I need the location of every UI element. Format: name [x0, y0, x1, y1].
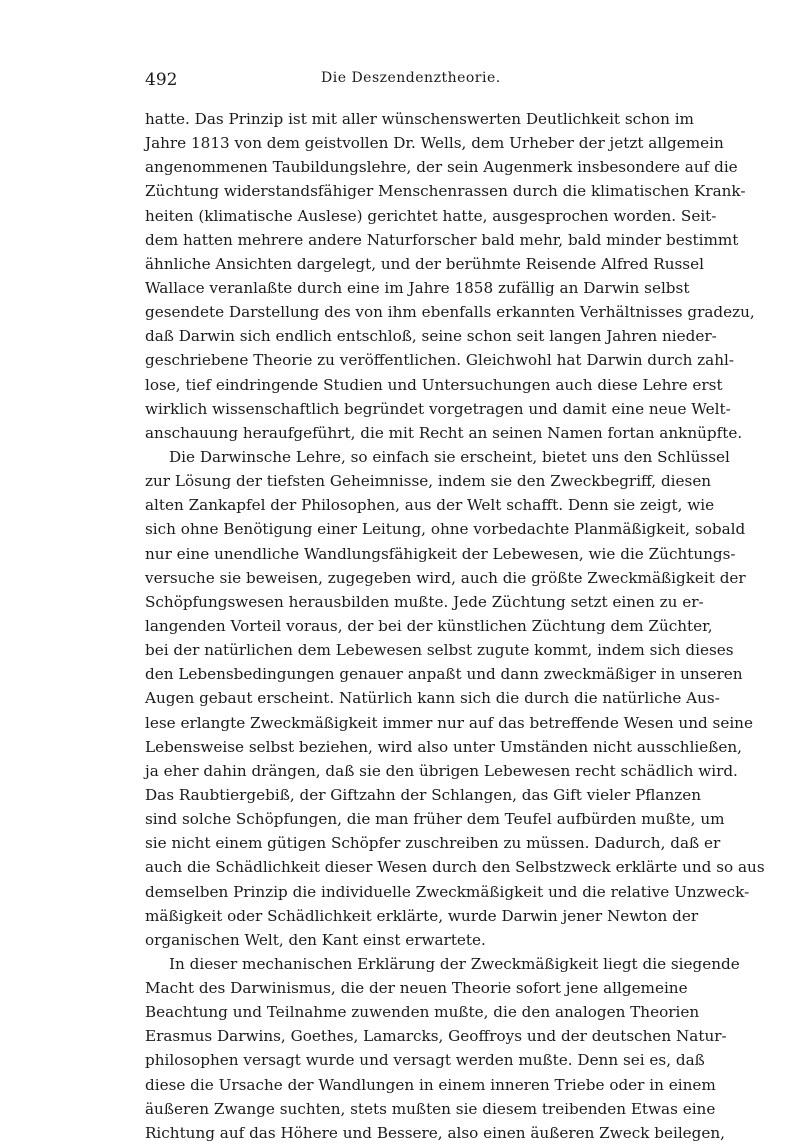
text-line: anschauung heraufgeführt, die mit Recht an seinen Namen fortan anknüpfte.: [145, 423, 743, 442]
text-line: bei der natürlichen dem Lebewesen selbst zugute kommt, indem sich dieses: [145, 641, 734, 660]
text-line: Lebensweise selbst beziehen, wird also unter Umständen nicht ausschließen,: [145, 737, 743, 756]
text-line: dem hatten mehrere andere Naturforscher bald mehr, bald minder bestimmt: [145, 230, 739, 249]
text-line: Jahre 1813 von dem geistvollen Dr. Wells, dem Urheber der jetzt allgemein: [145, 134, 724, 153]
text-line: Erasmus Darwins, Goethes, Lamarcks, Geoffroys und der deutschen Natur-: [145, 1027, 727, 1046]
running-title: Die Deszendenztheorie.: [321, 70, 501, 86]
text-line: nur eine unendliche Wandlungsfähigkeit der Lebewesen, wie die Züchtungs-: [145, 544, 736, 563]
text-line: sich ohne Benötigung einer Leitung, ohne vorbedachte Planmäßigkeit, sobald: [145, 520, 746, 539]
text-line: mäßigkeit oder Schädlichkeit erklärte, wurde Darwin jener Newton der: [145, 906, 699, 925]
body-text: [145, 107, 765, 1145]
text-line: diese die Ursache der Wandlungen in einem inneren Triebe oder in einem: [145, 1075, 716, 1094]
text-line: sie nicht einem gütigen Schöpfer zuschreiben zu müssen. Dadurch, daß er: [145, 834, 721, 853]
text-line: auch die Schädlichkeit dieser Wesen durch den Selbstzweck erklärte und so aus: [145, 858, 765, 877]
text-line: wirklich wissenschaftlich begründet vorgetragen und damit eine neue Welt-: [145, 399, 731, 418]
page-number: 492: [145, 70, 178, 90]
text-line: Die Darwinsche Lehre, so einfach sie erscheint, bietet uns den Schlüssel: [169, 447, 730, 466]
text-line: alten Zankapfel der Philosophen, aus der Welt schafft. Denn sie zeigt, wie: [145, 496, 715, 515]
text-line: Züchtung widerstandsfähiger Menschenrassen durch die klimatischen Krank-: [145, 182, 746, 201]
text-line: langenden Vorteil voraus, der bei der künstlichen Züchtung dem Züchter,: [145, 616, 713, 635]
text-line: den Lebensbedingungen genauer anpaßt und dann zweckmäßiger in unseren: [145, 665, 743, 684]
text-line: In dieser mechanischen Erklärung der Zweckmäßigkeit liegt die siegende: [169, 954, 740, 973]
text-line: Augen gebaut erscheint. Natürlich kann sich die durch die natürliche Aus-: [145, 689, 720, 708]
text-line: heiten (klimatische Auslese) gerichtet hatte, ausgesprochen worden. Seit-: [145, 206, 717, 225]
text-line: philosophen versagt wurde und versagt werden mußte. Denn sei es, daß: [145, 1051, 705, 1070]
text-line: organischen Welt, den Kant einst erwartete.: [145, 930, 486, 949]
text-line: versuche sie beweisen, zugegeben wird, auch die größte Zweckmäßigkeit der: [145, 568, 746, 587]
text-line: sind solche Schöpfungen, die man früher dem Teufel aufbürden mußte, um: [145, 810, 725, 829]
text-line: Richtung auf das Höhere und Bessere, also einen äußeren Zweck beilegen,: [145, 1123, 725, 1142]
text-line: Schöpfungswesen herausbilden mußte. Jede Züchtung setzt einen zu er-: [145, 592, 704, 611]
text-line: demselben Prinzip die individuelle Zweckmäßigkeit und die relative Unzweck-: [145, 882, 750, 901]
text-line: ähnliche Ansichten dargelegt, und der berühmte Reisende Alfred Russel: [145, 254, 704, 273]
text-line: zur Lösung der tiefsten Geheimnisse, indem sie den Zweckbegriff, diesen: [145, 472, 712, 491]
text-line: Wallace veranlaßte durch eine im Jahre 1858 zufällig an Darwin selbst: [145, 278, 690, 297]
text-line: angenommenen Taubildungslehre, der sein Augenmerk insbesondere auf die: [145, 158, 738, 177]
text-line: Beachtung und Teilnahme zuwenden mußte, die den analogen Theorien: [145, 1003, 700, 1022]
text-line: gesendete Darstellung des von ihm ebenfalls erkannten Verhältnisses gradezu,: [145, 303, 755, 322]
text-line: geschriebene Theorie zu veröffentlichen. Gleichwohl hat Darwin durch zahl-: [145, 351, 735, 370]
text-line: lese erlangte Zweckmäßigkeit immer nur auf das betreffende Wesen und seine: [145, 713, 753, 732]
text-line: Macht des Darwinismus, die der neuen Theorie sofort jene allgemeine: [145, 979, 688, 998]
text-line: äußeren Zwange suchten, stets mußten sie diesem treibenden Etwas eine: [145, 1099, 716, 1118]
text-line: hatte. Das Prinzip ist mit aller wünschenswerten Deutlichkeit schon im: [145, 110, 694, 128]
text-line: Das Raubtiergebiß, der Giftzahn der Schlangen, das Gift vieler Pflanzen: [145, 785, 702, 804]
text-line: ja eher dahin drängen, daß sie den übrigen Lebewesen recht schädlich wird.: [145, 761, 738, 780]
page-header: [145, 70, 685, 96]
text-line: daß Darwin sich endlich entschloß, seine schon seit langen Jahren nieder-: [145, 327, 717, 346]
text-line: lose, tief eindringende Studien und Untersuchungen auch diese Lehre erst: [145, 375, 723, 394]
